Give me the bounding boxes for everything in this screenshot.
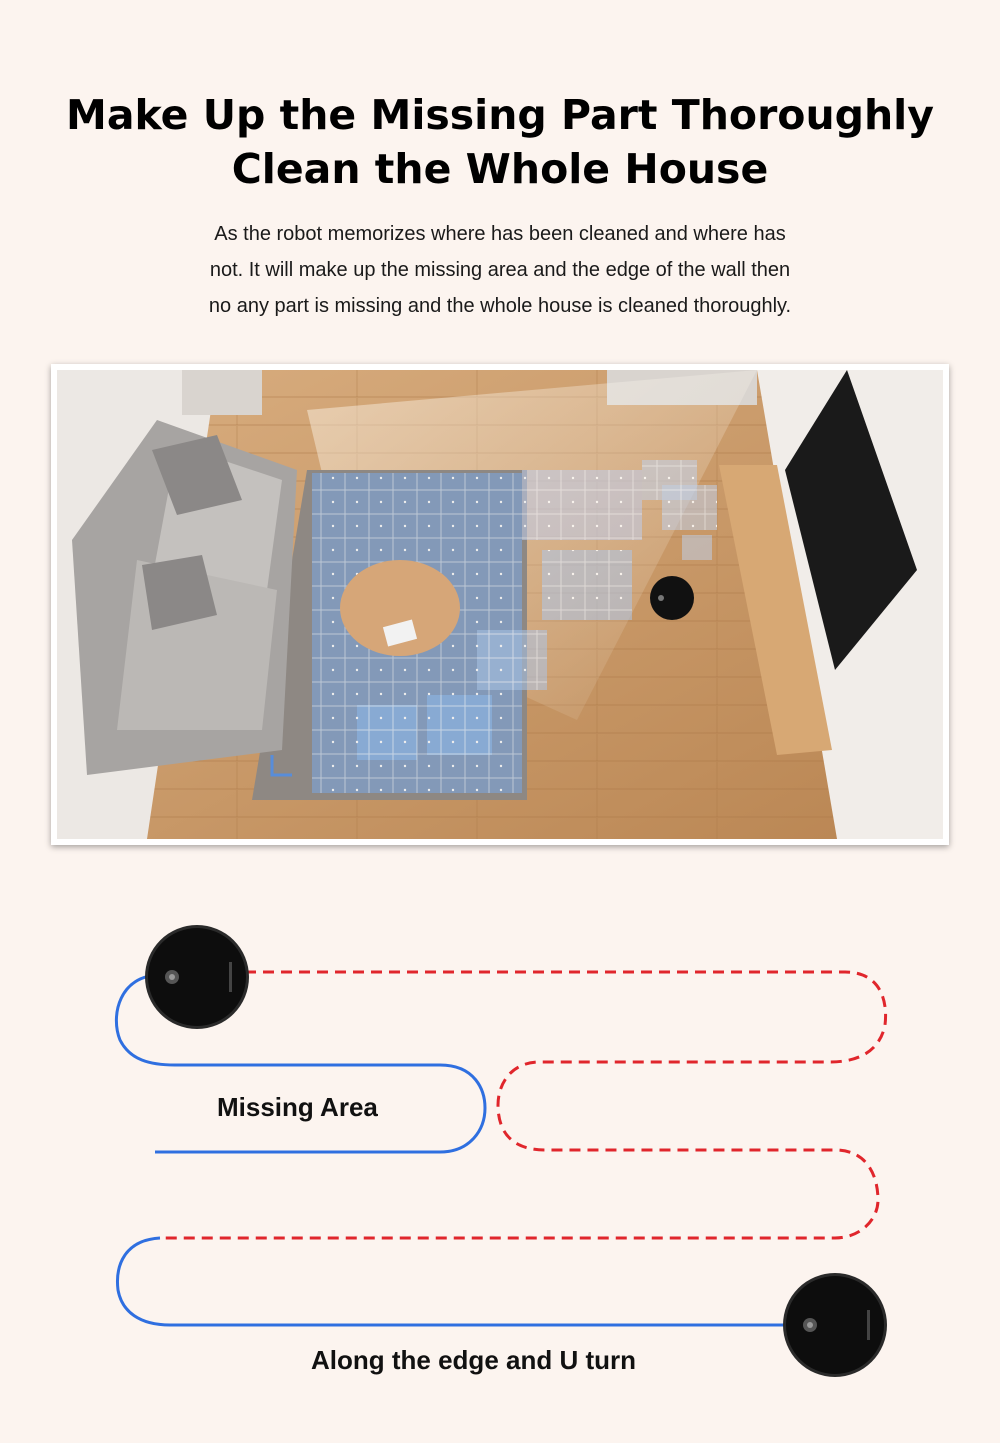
missing-area-label: Missing Area: [217, 1092, 378, 1122]
page-title: [0, 88, 1000, 196]
curtain-left: [182, 370, 262, 415]
description-line-3: no any part is missing and the whole house is cleaned thoroughly.: [208, 295, 792, 317]
edge-path-lower: [117, 1238, 785, 1325]
description: [150, 216, 850, 324]
title-line-1: Make Up the Missing Part Thoroughly: [66, 91, 934, 139]
coffee-table-icon: [340, 560, 460, 656]
living-room-scene: [57, 370, 943, 839]
title-line-2: Clean the Whole House: [231, 145, 769, 193]
description-line-1: As the robot memorizes where has been cleaned and where has: [214, 223, 786, 245]
robot-vacuum-top-icon: [145, 925, 249, 1029]
robot-vacuum-icon: [650, 576, 694, 620]
description-line-2: not. It will make up the missing area and the edge of the wall then: [209, 259, 791, 281]
robot-vacuum-bottom-icon: [783, 1273, 887, 1377]
living-room-illustration: [51, 364, 949, 845]
edge-u-turn-label: Along the edge and U turn: [311, 1345, 636, 1375]
cleaning-path-diagram: [0, 880, 1000, 1400]
